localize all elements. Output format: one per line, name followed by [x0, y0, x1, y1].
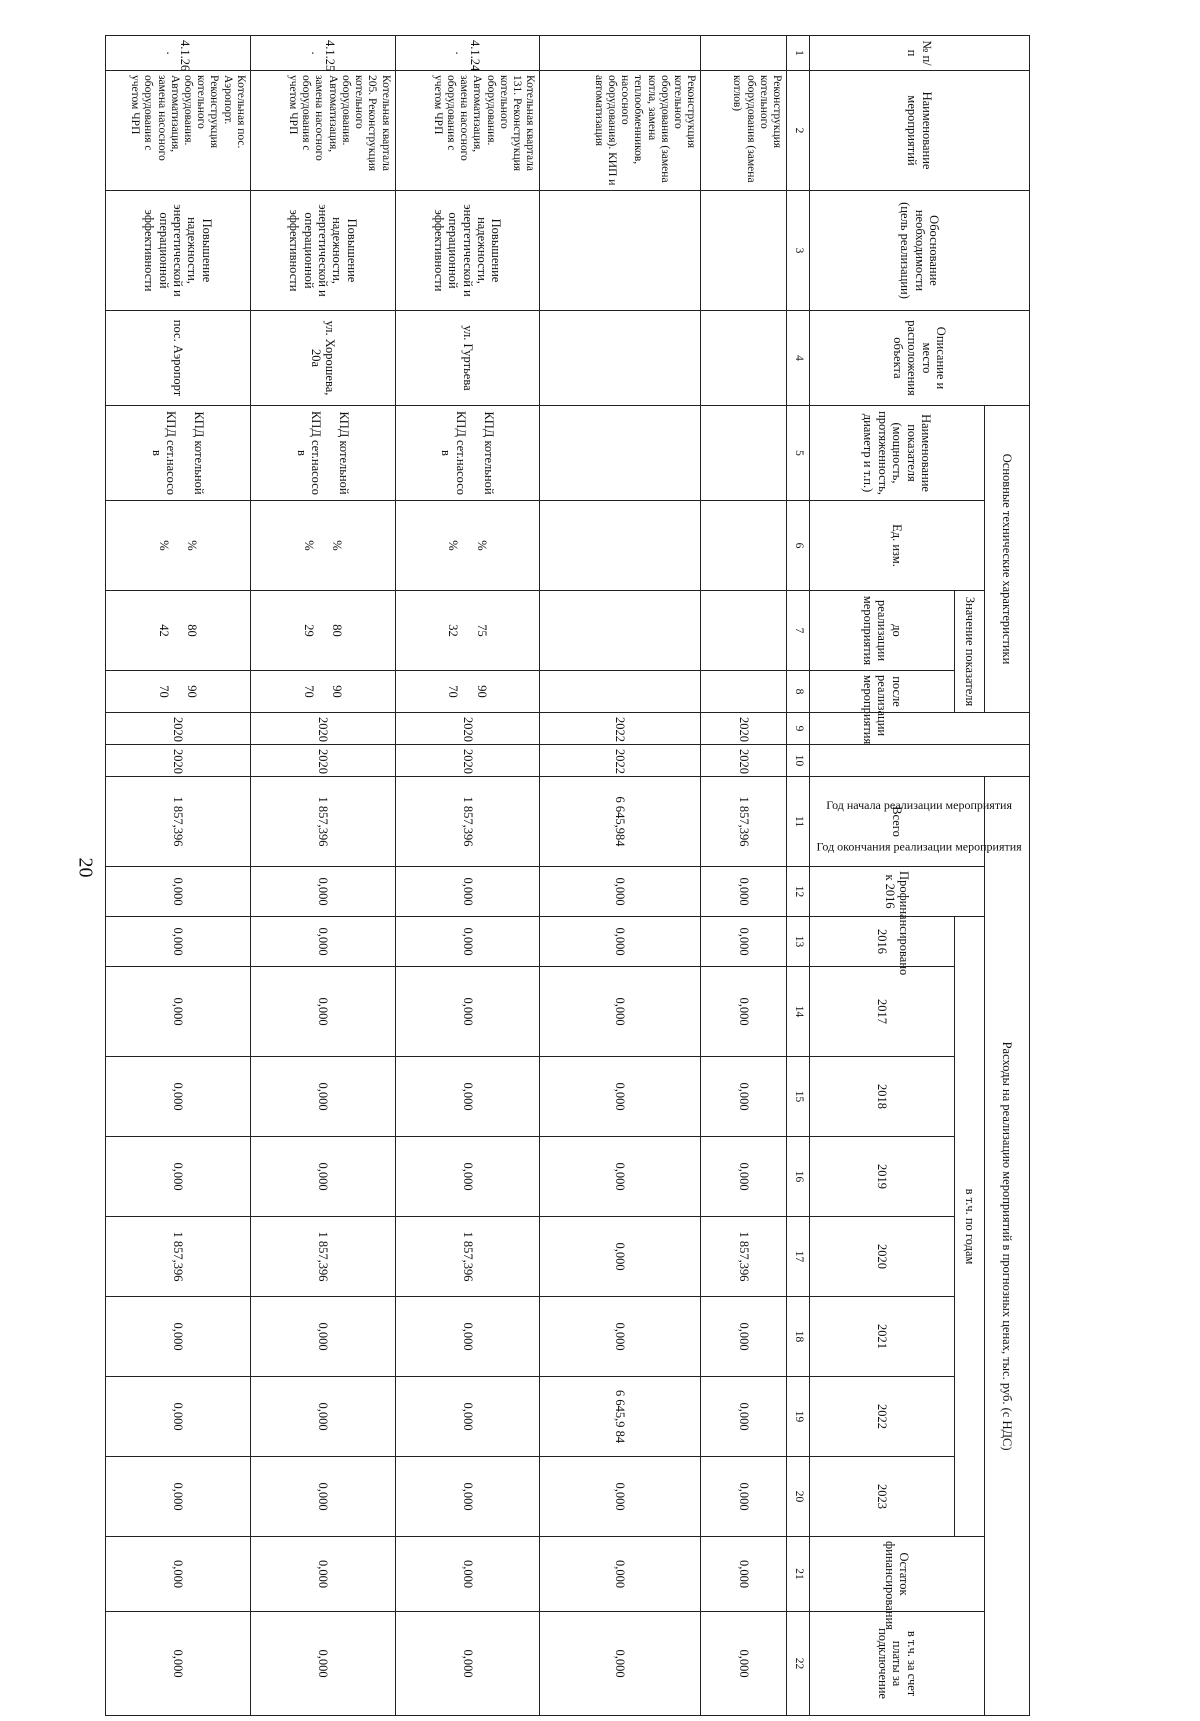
row-connection-fee: 0,000	[540, 1612, 701, 1716]
row-year-2018: 0,000	[540, 1057, 701, 1137]
row-prefinanced: 0,000	[250, 867, 395, 917]
row-connection-fee: 0,000	[106, 1612, 251, 1716]
row-year-2016: 0,000	[395, 917, 540, 967]
row-before: 80 29	[250, 591, 395, 671]
column-number: 12	[787, 867, 810, 917]
row-justification	[540, 191, 701, 311]
row-location: ул. Хорошева, 20а	[250, 311, 395, 406]
row-unit: % %	[250, 501, 395, 591]
row-indicator: КПД котельной КПД сет.насосо в	[395, 406, 540, 501]
row-total: 6 645,984	[540, 777, 701, 867]
header-year: 2021	[810, 1297, 955, 1377]
column-number: 14	[787, 967, 810, 1057]
row-after: 90 70	[106, 671, 251, 713]
row-year-start: 2020	[701, 713, 787, 745]
header-year: 2020	[810, 1217, 955, 1297]
row-year-2017: 0,000	[106, 967, 251, 1057]
row-unit: % %	[395, 501, 540, 591]
row-year-2018: 0,000	[701, 1057, 787, 1137]
row-year-start: 2020	[250, 713, 395, 745]
column-number: 20	[787, 1457, 810, 1537]
row-year-2016: 0,000	[106, 917, 251, 967]
row-before	[540, 591, 701, 671]
row-unit: % %	[106, 501, 251, 591]
header-year: 2023	[810, 1457, 955, 1537]
header-connection-fee: в т.ч. за счет платы за подключение	[810, 1612, 985, 1716]
row-location	[701, 311, 787, 406]
column-number: 16	[787, 1137, 810, 1217]
row-remaining: 0,000	[106, 1537, 251, 1612]
row-prefinanced: 0,000	[540, 867, 701, 917]
row-justification	[701, 191, 787, 311]
row-num: 4.1.26 .	[106, 36, 251, 71]
column-number: 22	[787, 1612, 810, 1716]
column-number: 19	[787, 1377, 810, 1457]
header-by-years: в т.ч. по годам	[955, 917, 985, 1537]
row-name: Котельная пос. Аэропорт. Реконструкция котельного оборудования. Автоматизация, замена насосного оборудования с учетом ЧРП	[106, 71, 251, 191]
header-tech-group: Основные технические характеристики	[985, 406, 1030, 713]
row-total: 1 857,396	[395, 777, 540, 867]
header-after: после реализации мероприятия	[810, 671, 955, 713]
row-remaining: 0,000	[540, 1537, 701, 1612]
row-year-2021: 0,000	[701, 1297, 787, 1377]
row-year-end: 2020	[701, 745, 787, 777]
row-before: 75 32	[395, 591, 540, 671]
row-after	[540, 671, 701, 713]
header-year: 2016	[810, 917, 955, 967]
column-number: 5	[787, 406, 810, 501]
row-year-2021: 0,000	[540, 1297, 701, 1377]
row-year-2019: 0,000	[250, 1137, 395, 1217]
row-prefinanced: 0,000	[701, 867, 787, 917]
column-number: 13	[787, 917, 810, 967]
row-total: 1 857,396	[701, 777, 787, 867]
row-unit	[540, 501, 701, 591]
row-year-2021: 0,000	[106, 1297, 251, 1377]
table-body	[106, 36, 787, 1716]
header-location: Описание и место расположения объекта	[810, 311, 1030, 406]
row-name: Котельная квартала 205. Реконструкция котельного оборудования. Автоматизация, замена насосного оборудования с учетом ЧРП	[250, 71, 395, 191]
row-remaining: 0,000	[395, 1537, 540, 1612]
row-connection-fee: 0,000	[395, 1612, 540, 1716]
column-number: 3	[787, 191, 810, 311]
row-year-2022: 0,000	[395, 1377, 540, 1457]
page-number: 20	[74, 857, 97, 877]
row-year-end: 2022	[540, 745, 701, 777]
row-location	[540, 311, 701, 406]
row-connection-fee: 0,000	[250, 1612, 395, 1716]
table-row	[395, 36, 540, 1716]
header-remaining: Остаток финансирования	[810, 1537, 985, 1612]
row-year-2020: 0,000	[540, 1217, 701, 1297]
row-year-2018: 0,000	[250, 1057, 395, 1137]
row-year-2018: 0,000	[395, 1057, 540, 1137]
row-justification: Повышение надежности, энергетической и операционной эффективности	[395, 191, 540, 311]
header-year: 2019	[810, 1137, 955, 1217]
header-costs-group: Расходы на реализацию мероприятий в прогнозных ценах, тыс. руб. (с НДС)	[985, 777, 1030, 1716]
row-name: Котельная квартала 131. Реконструкция котельного оборудования. Автоматизация, замена насосного оборудования с учетом ЧРП	[395, 71, 540, 191]
row-year-2021: 0,000	[250, 1297, 395, 1377]
row-year-2023: 0,000	[395, 1457, 540, 1537]
row-year-2020: 1 857,396	[250, 1217, 395, 1297]
row-year-2016: 0,000	[540, 917, 701, 967]
row-year-start: 2022	[540, 713, 701, 745]
row-year-2017: 0,000	[701, 967, 787, 1057]
row-location: ул. Гуртьева	[395, 311, 540, 406]
row-year-end: 2020	[395, 745, 540, 777]
table-row	[540, 36, 701, 1716]
row-year-2018: 0,000	[106, 1057, 251, 1137]
column-number: 4	[787, 311, 810, 406]
row-year-2022: 0,000	[250, 1377, 395, 1457]
column-number: 7	[787, 591, 810, 671]
column-number: 17	[787, 1217, 810, 1297]
row-before	[701, 591, 787, 671]
row-justification: Повышение надежности, энергетической и операционной эффективности	[106, 191, 251, 311]
row-year-2019: 0,000	[701, 1137, 787, 1217]
row-name: Реконструкция котельного оборудования (замена котла, замена теплообменников, насосного оборудования). КИП и автоматизация	[540, 71, 701, 191]
row-num	[701, 36, 787, 71]
header-before: до реализации мероприятия	[810, 591, 955, 671]
row-year-2022: 0,000	[701, 1377, 787, 1457]
header-year-start: Год начала реализации мероприятия	[810, 713, 1030, 745]
row-total: 1 857,396	[250, 777, 395, 867]
row-year-2019: 0,000	[540, 1137, 701, 1217]
row-remaining: 0,000	[701, 1537, 787, 1612]
row-year-2020: 1 857,396	[701, 1217, 787, 1297]
row-before: 80 42	[106, 591, 251, 671]
investment-table	[105, 35, 1030, 1716]
row-year-2016: 0,000	[250, 917, 395, 967]
column-number: 1	[787, 36, 810, 71]
table-row	[701, 36, 787, 1716]
column-number: 15	[787, 1057, 810, 1137]
row-year-2019: 0,000	[395, 1137, 540, 1217]
header-num: № п/п	[810, 36, 1030, 71]
header-year: 2022	[810, 1377, 955, 1457]
row-year-end: 2020	[250, 745, 395, 777]
row-year-2019: 0,000	[106, 1137, 251, 1217]
row-year-2017: 0,000	[540, 967, 701, 1057]
row-year-2023: 0,000	[540, 1457, 701, 1537]
row-year-2021: 0,000	[395, 1297, 540, 1377]
row-year-2022: 6 645,9 84	[540, 1377, 701, 1457]
column-number: 9	[787, 713, 810, 745]
row-year-2023: 0,000	[106, 1457, 251, 1537]
row-unit	[701, 501, 787, 591]
row-indicator: КПД котельной КПД сет.насосо в	[106, 406, 251, 501]
row-year-2016: 0,000	[701, 917, 787, 967]
header-prefinanced: Профинансировано к 2016	[810, 867, 985, 917]
row-connection-fee: 0,000	[701, 1612, 787, 1716]
column-number: 18	[787, 1297, 810, 1377]
header-justification: Обоснование необходимости (цель реализации)	[810, 191, 1030, 311]
row-year-2023: 0,000	[250, 1457, 395, 1537]
header-year-end: Год окончания реализации мероприятия	[810, 745, 1030, 777]
header-year: 2018	[810, 1057, 955, 1137]
row-after: 90 70	[395, 671, 540, 713]
row-remaining: 0,000	[250, 1537, 395, 1612]
row-justification: Повышение надежности, энергетической и операционной эффективности	[250, 191, 395, 311]
row-name: Реконструкция котельного оборудования (замена котлов)	[701, 71, 787, 191]
header-indicator-name: Наименование показателя (мощность, протяженность, диаметр и т.п.)	[810, 406, 985, 501]
row-after: 90 70	[250, 671, 395, 713]
header-year: 2017	[810, 967, 955, 1057]
header-unit: Ед. изм.	[810, 501, 985, 591]
row-year-start: 2020	[106, 713, 251, 745]
row-num	[540, 36, 701, 71]
row-total: 1 857,396	[106, 777, 251, 867]
rotated-page	[105, 35, 1030, 1699]
row-year-start: 2020	[395, 713, 540, 745]
header-indicator-value: Значение показателя	[955, 591, 985, 713]
row-year-2022: 0,000	[106, 1377, 251, 1457]
column-number: 21	[787, 1537, 810, 1612]
row-num: 4.1.24 .	[395, 36, 540, 71]
column-number: 6	[787, 501, 810, 591]
row-num: 4.1.25 .	[250, 36, 395, 71]
row-indicator	[540, 406, 701, 501]
column-number: 8	[787, 671, 810, 713]
column-number: 10	[787, 745, 810, 777]
row-location: пос. Аэропорт	[106, 311, 251, 406]
header-total: Всего	[810, 777, 985, 867]
row-year-2020: 1 857,396	[106, 1217, 251, 1297]
row-year-end: 2020	[106, 745, 251, 777]
table-row	[106, 36, 251, 1716]
column-number: 11	[787, 777, 810, 867]
row-year-2023: 0,000	[701, 1457, 787, 1537]
row-indicator: КПД котельной КПД сет.насосо в	[250, 406, 395, 501]
row-year-2017: 0,000	[395, 967, 540, 1057]
column-number: 2	[787, 71, 810, 191]
table-row	[250, 36, 395, 1716]
row-year-2020: 1 857,396	[395, 1217, 540, 1297]
row-indicator	[701, 406, 787, 501]
header-name: Наименование мероприятий	[810, 71, 1030, 191]
row-prefinanced: 0,000	[395, 867, 540, 917]
row-after	[701, 671, 787, 713]
row-prefinanced: 0,000	[106, 867, 251, 917]
row-year-2017: 0,000	[250, 967, 395, 1057]
